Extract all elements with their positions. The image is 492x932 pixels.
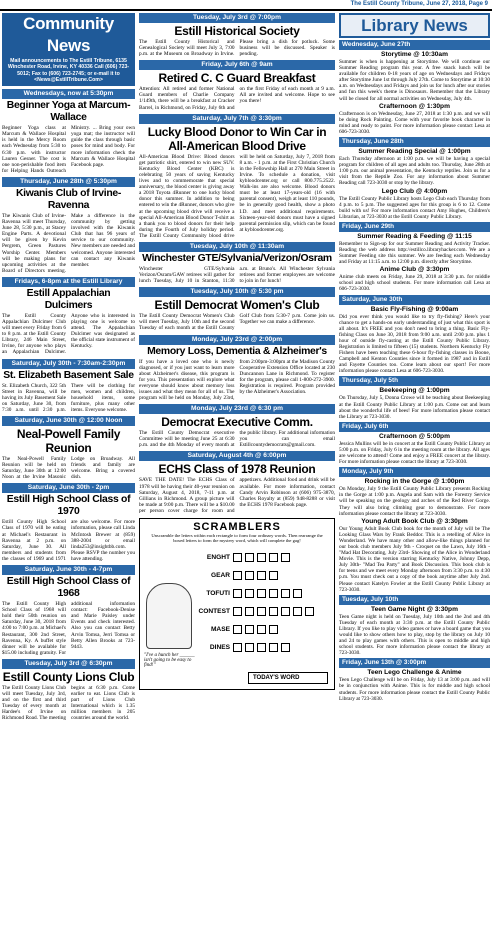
- event-text: Estill County High School Class of 1970 will be eating at Michael's Restaurant in Ravenna at 2 p.m. on Saturday, June 30. All members and students from the classes of 1969 and 1971 are also welcome. For more information, please call Linda McIntosh Brewer at (859) 388-2004 or email linda253@insightbb.com. Please RSVP the number you have attending.: [2, 519, 135, 562]
- answer-box[interactable]: [269, 553, 278, 562]
- event-date-bar: Tuesday, July 3rd @ 7:00pm: [139, 13, 335, 23]
- event-text: Did you ever think you would like to try fly-fishing? Here's your chance to get a hands-on early understanding of just what this sport is all about. It's FREE and you don't need to bring a thing. Basic Fly-fishing Class on June 30, 2018 from 9:00 a.m. until 2:00 p.m. plus 1 hour of outside fly-casting at the Estill County Public Library. Registration is limited to fifteen (15) students. Northern Kentucky Fly Fishers have been teaching these 6-hour fly-fishing classes in Boone, Campbell and Kenton Counties since it formed in 1987 and in Estill and Fayette Counties too. Come learn about our sport! For more information please contact Lesa at 606-723-3030.: [339, 313, 490, 375]
- scramble-word-row: [196, 607, 314, 616]
- scramble-word-row: [196, 589, 302, 598]
- event-headline: Estill High School Class of 1968: [6, 576, 131, 600]
- event-headline: Neal-Powell Family Reunion: [16, 427, 121, 455]
- event-headline: Kiwanis Club of Irvine-Ravenna: [15, 187, 122, 211]
- scramblers-puzzle: [139, 518, 335, 690]
- answer-box[interactable]: [233, 625, 242, 634]
- page-header: The Estill County Tribune, June 27, 2018, Page 9: [350, 1, 488, 7]
- answer-box[interactable]: [233, 553, 242, 562]
- event-subhead: Lego Club @ 4:00pm: [381, 187, 448, 195]
- scramble-word-row: [196, 553, 290, 562]
- event-text: The Kiwanis Club of Irvine-Ravenna will meet Thursday, June 28, 5:30 p.m., at Stacey Engine Parts. A devotional will be given by Kevin Pergrem, Green Pastures Worship Center. Members will be making plans for upcoming activities at the Board of Directors meeting. Make a difference in the community by getting involved with the Kiwanis Club that has 96 years of service to our community. New members are needed and welcomed. Anyone interested can contact any Kiwanis member.: [2, 212, 135, 274]
- event-headline: Memory Loss, Dementia & Alzheimer's: [147, 345, 327, 357]
- event-text: Each Thursday afternoon at 1:00 p.m. we will be having a special program for children of all ages and adults too. Thursday, June 28th at 1:00 p.m. our animal presentation, the Kentucky reptiles. Join us for a visit from the Reptile Zoo. For any information about Summer Reading call 723-3030 or stop by the library.: [339, 156, 490, 187]
- event-subhead: Teen Game Night @ 3:30pm: [371, 605, 458, 613]
- event-date-bar: Wednesday, June 27th: [339, 40, 490, 50]
- event-text: On Thursday, July 5, Donna Crowe will be teaching about Beekeeping at the Estill County Public Library at 1:00 p.m. Come out and learn about the wonderful life of bees! For more information please contact the Library at 723-3030.: [339, 395, 490, 420]
- answer-box[interactable]: [233, 589, 242, 598]
- event-date-bar: Tuesday, July 3rd @ 6:30pm: [2, 659, 135, 669]
- event-subhead: Anime Club @ 3:30pm: [379, 266, 450, 274]
- event-headline: Estill High School Class of 1970: [6, 494, 131, 518]
- event-text: The Estill County High School Class of 1968 will hold their 50th reunion on Saturday, June 30, 2018 from 4:00 to 7:00 p.m. at Michael's Restaurant, 300 2nd Street, Ravenna, Ky. A buffet style dinner will be available for $15.00 including gratuity. For additional information contact: Facebook-Denise and Marie Paisley under Events and check interested. Also you can contact Betty Arvin Tomsa, Jerri Tomsa or Betty Allen Brooks at 723-9443.: [2, 601, 135, 656]
- event-date-bar: Friday, June 13th @ 3:00pm: [339, 658, 490, 668]
- event-date-bar: Saturday, August 4th @ 6:00pm: [139, 451, 335, 461]
- cartoon-caption: "I've a hunch her ______ isn't going to be easy to find!": [144, 653, 195, 669]
- library-news-title: Library News: [339, 13, 490, 38]
- event-text: SAVE THE DATE! The ECHS Class of 1978 will be having their 40-year reunion on Saturday, August 4, 2018, 7-11 p.m. at Gillians in Richmond. A group picture will be made at 9:00 p.m. There will be a $10.00 per person cover charge for room and appetizers. Additional food and drink will be available. For more information, contact Candy Arvin Robinson at (606) 975-3870, Charles Royalty at (859) 948-8288 or visit the ECHS 1978 Facebook page.: [139, 477, 335, 514]
- event-date-bar: Monday, July 9th: [339, 467, 490, 477]
- answer-box[interactable]: [305, 607, 314, 616]
- answer-box[interactable]: [245, 553, 254, 562]
- answer-box[interactable]: [257, 625, 266, 634]
- event-subhead: Summer Reading & Feeding @ 11:15: [357, 232, 472, 240]
- event-subhead: Young Adult Book Club @ 3:30pm: [361, 517, 468, 525]
- event-headline: Estill Democrat Women's Club: [154, 298, 320, 313]
- scramble-word: DINES: [209, 644, 230, 652]
- event-text: The Estill County Democrat executive Committee will be meeting June 25 at 6:30 p.m. and the 4th Monday of every month at the public library. For additional information you can email Estillcountydemocrats@gmail.com.: [139, 430, 335, 449]
- event-date-bar: Tuesday, July 10th @ 11:30am: [139, 242, 335, 252]
- answer-box[interactable]: [257, 553, 266, 562]
- answer-box[interactable]: [269, 625, 278, 634]
- event-date-bar: Saturday, July 30th - 7:30am-2:30pm: [2, 359, 135, 369]
- event-text: Crafternoon is on Wednesday, June 27, 2018 at 1:30 p.m. and we will be doing Rock Painting. Come with your favorite book character in mind and ready to paint. For more information please contact Lesa at 606-723-3030.: [339, 110, 490, 135]
- community-news-intro: Mail announcements to The Estill Tribune, 6135 Winchester Road, Irvine, KY 40336 Call (606) 723-5012; Fax to (606) 723-2745; or e-mail it to <News@EstillTribune.Com>: [2, 57, 135, 86]
- answer-box[interactable]: [257, 607, 266, 616]
- event-text: Anime club meets on Friday, June 29, 2018 at 3:30 p.m. for middle school and high school students. For more information call Lesa at 606-723-3030.: [339, 274, 490, 293]
- event-date-bar: Thursday, June 28th: [339, 137, 490, 147]
- answer-box[interactable]: [269, 589, 278, 598]
- event-text: Attention: All retired and former National Guard members of Charlie Company 1/149th, there will be a breakfast at Cracker Barrel, in Richmond, on Friday, July 6th and on the first Friday of each month at 9 a.m. All are invited and welcome. Hope to see you there!: [139, 86, 335, 111]
- scramble-word: GEAR: [210, 572, 230, 580]
- event-headline: Estill Appalachian Dulcimers: [26, 287, 111, 311]
- event-date-bar: Tuesday, July 10th: [339, 595, 490, 605]
- event-subhead: Basic Fly-Fishing @ 9:00am: [370, 305, 459, 313]
- event-date-bar: Tuesday, July 10th @ 5:30 pm: [139, 287, 335, 297]
- event-subhead: Rocking in the Gorge @ 1:00pm: [364, 478, 465, 486]
- scramble-word: CONTEST: [198, 608, 230, 616]
- answer-box[interactable]: [269, 643, 278, 652]
- community-news-title: Community News: [2, 13, 135, 57]
- event-subhead: Crafternoon @ 5:00pm: [379, 432, 450, 440]
- event-headline: Estill County Lions Club: [2, 669, 135, 684]
- event-text: All-American Blood Drive: Blood donors get patriotic shirt, entered to win new SUV. Kentucky Blood Center (KBC) is celebrating 50 years of saving Kentucky lives and to commemorate that special anniversary, the blood center is giving away a 2018 Toyota 4Runner to one lucky blood donor this summer. In addition to being entered to win the 4Runner, donors who give at the upcoming blood drive will receive a special All-American Blood Donor T-shirt as a thank you to blood donors for their help during the Fourth of July holiday period. The Estill County Community blood drive will be held on Saturday, July 7, 2018 from 8 a.m. - 1 p.m. at the First Christian Church in the Fellowship Hall at 270 Main Street in Irvine. To schedule a donation, visit kybloodcenter.org or call 800.775.2522. Walk-ins are also welcome. Blood donors must be at least 17-years-old (16 with parental consent), weigh at least 110 pounds, be in generally good health, show a photo I.D. and meet additional requirements. Sixteen-year-old donors must have a signed parental permission slip, which can be found at kybloodcenter.org.: [139, 153, 335, 239]
- event-text: If you have a loved one who is newly diagnosed, or if you just want to learn more about Alzheimer's disease, this program is for you. This presentation will explore what everyone should know about memory loss issues and what they mean for all of us. The program will be held on Monday, July 23rd, from 2:00pm-3:00pm at the Madison County Cooperative Extension Office located at 230 Duncannon Lane in Richmond. To register for the program, please call 1-800-272-3900. Registration is required. Program provided by the Alzheimer's Association.: [139, 358, 335, 402]
- answer-box[interactable]: [233, 571, 242, 580]
- scramblers-title: SCRAMBLERS: [193, 521, 281, 534]
- event-headline: ECHS Class of 1978 Reunion: [158, 462, 316, 477]
- answer-box[interactable]: [269, 607, 278, 616]
- scramble-word-row: [196, 643, 290, 652]
- library-news-column: [339, 13, 490, 929]
- answer-box[interactable]: [245, 625, 254, 634]
- event-date-bar: Friday, June 29th: [339, 222, 490, 232]
- answer-box[interactable]: [257, 571, 266, 580]
- event-text: Teen Game night is held on Tuesday, July 10th and the 2nd and 4th Tuesday of each month at 3:30 p.m. at the Estill County Public Library. If you like to play video games or have a board game that you would like to show others how to play, stop by the library on July 10 and 24 to play games with others. This is open to middle and high school students. For more information please contact the library at 723-3030.: [339, 613, 490, 657]
- event-text: St. Elizabeth Church, 322 5th Street in Ravenna, will be having its July Basement Sale on Saturday, June 30, from 7:30 a.m. until 2:30 p.m. There will be clothing for men, women and children, household items, some furniture, plus many other items. Everyone welcome.: [2, 382, 135, 413]
- community-news-column: [2, 13, 135, 929]
- event-date-bar: Monday, July 23rd @ 2:00pm: [139, 335, 335, 345]
- event-text: On Monday, July 9 the Estill County Public Library presents Rocking in the Gorge at 1:00 p.m. Angela and Sam with the Forestry Service will be speaking on the geology and arches of the Red River Gorge. They will also bring climbing gear to demonstrate. For more information please contact the library at 723-3030.: [339, 486, 490, 517]
- event-headline: Lucky Blood Donor to Win Car in All-American Blood Drive: [147, 124, 327, 153]
- event-subhead: Crafternoon @ 1:30pm: [379, 102, 450, 110]
- answer-box[interactable]: [245, 643, 254, 652]
- answer-box[interactable]: [293, 589, 302, 598]
- event-headline: St. Elizabeth Basement Sale: [3, 369, 134, 381]
- event-headline: Democrat Executive Comm.: [161, 415, 313, 430]
- event-headline: Winchester GTE/Sylvania/Verizon/Osram: [142, 252, 332, 264]
- event-subhead: Storytime @ 10:30am: [381, 51, 448, 58]
- event-text: The Neal-Powell Family Reunion will be held on Saturday, June 30th at 12:00 Noon at the Irvine Masonic Lodge on Broadway. All friends and family are welcome. Bring a covered dish.: [2, 456, 135, 481]
- event-date-bar: Saturday, June 30th @ 12:00 Noon: [2, 416, 135, 426]
- event-subhead: Summer Reading Special @ 1:00pm: [358, 148, 471, 156]
- answer-box[interactable]: [281, 607, 290, 616]
- event-text: Winchester GTE/Sylvania Verizon/Osram/GAW retirees will gather for lunch Tuesday, July 10 in Stanton, 11:30 a.m. at Bruno's. All Winchester Sylvania retirees and former employees are welcome to join in for lunch!: [139, 265, 335, 285]
- answer-box[interactable]: [281, 643, 290, 652]
- answer-box[interactable]: [293, 607, 302, 616]
- event-date-bar: Saturday, June 30th - 2pm: [2, 483, 135, 493]
- event-date-bar: Friday, July 6th: [339, 422, 490, 432]
- event-text: Beginner Yoga class at Marcum & Wallace Hospital is held in the Mercy Room each Wednesday from 5:30 to 6:30 p.m. with instructor Lauren Gesner. The cost is one non-perishable food item for Helping Hands Outreach Ministry. ... Bring your own yoga mat; the instructor will guide the class through basic poses for mind and body. For more information check the Marcum & Wallace Hospital Facebook page.: [2, 125, 135, 174]
- event-subhead: Teen Lego Challenge & Anime: [367, 669, 462, 677]
- answer-box[interactable]: [257, 643, 266, 652]
- scramble-word: TOFUTI: [206, 590, 230, 598]
- event-date-bar: Fridays, 6-8pm at the Estill Library: [2, 277, 135, 287]
- answer-box[interactable]: [233, 643, 242, 652]
- event-date-bar: Saturday, June 30th: [339, 295, 490, 305]
- answer-box[interactable]: [233, 607, 242, 616]
- answer-box[interactable]: [245, 589, 254, 598]
- answer-box[interactable]: [281, 553, 290, 562]
- scramble-word: MASE: [210, 626, 230, 634]
- todays-word-box[interactable]: TODAY'S WORD: [248, 672, 328, 684]
- event-date-bar: Monday, July 23rd @ 6:30 pm: [139, 404, 335, 414]
- event-date-bar: Friday, July 6th @ 9am: [139, 60, 335, 70]
- event-subhead: Beekeeping @ 1:00pm: [379, 387, 450, 395]
- event-text: The Estill County Appalachian Dulcimer Club will meet every Friday from 6 to 8 p.m. at the Estill County Library, 246 Main Street, Irvine, for anyone who plays an Appalachian Dulcimer. Anyone who is interested in playing one is welcome to attend. The Appalachian Dulcimer was designated as the official state instrument of Kentucky.: [2, 312, 135, 356]
- answer-box[interactable]: [281, 589, 290, 598]
- event-date-bar: Saturday, June 30th - 4-7pm: [2, 565, 135, 575]
- answer-box[interactable]: [257, 589, 266, 598]
- event-date-bar: Thursday, June 28th @ 5:30pm: [2, 177, 135, 187]
- middle-column: [139, 13, 335, 929]
- event-text: Summer is when is happening at Storytime. We will continue our Summer Reading program this year. A free snack lunch will be available for children 0-18 years of age on Wednesdays and Fridays after Storytime June 1st through July 27th. Come to Storytime at 10:30 a.m. on Wednesdays and Fridays and join us for lunch after our stories and fun this week's theme is Dinosaurs. Remember that the Library will be closed for all normal activities on Wednesday, July 4th.: [339, 59, 490, 102]
- event-date-bar: Wednesdays, now at 5:30pm: [2, 89, 135, 99]
- scramblers-instructions: Unscramble the letters within each rectangle to form four ordinary words. Then rearrange the boxed letters to form the mystery word, which will complete the gag!: [151, 533, 323, 544]
- event-headline: Estill Historical Society: [174, 24, 300, 38]
- event-date-bar: Saturday, July 7th @ 3:30pm: [139, 114, 335, 124]
- answer-box[interactable]: [245, 607, 254, 616]
- scramble-word: ENGHT: [206, 554, 230, 562]
- scramble-word-row: [196, 571, 278, 580]
- event-text: Jessica Mullins will be in concert at the Estill County Public Library at 5:00 p.m. on Friday, July 6 in the meeting room at the library. All ages are welcome to attend! Come and enjoy a FREE concert at the library. For more information please contact the library at 723-3030.: [339, 440, 490, 466]
- scramble-word-row: [196, 625, 278, 634]
- event-text: The Estill County Lions Club will meet Tuesday, July 3rd, and on the first and third Tuesday of every month at Hardee's of Irvine on Richmond Road. The meeting begins at 6:30 p.m. Come earlier to eat. Lions Club is part of Lions Club International which is 1.35 million members in 205 countries around the world.: [2, 684, 135, 722]
- event-text: The Estill County Democrat Women's Club will meet Tuesday, July 10th and the second Tuesday of each month at the Estill County Golf Club from 5:30-7 p.m. Come join us. Together we can make a difference.: [139, 313, 335, 332]
- answer-box[interactable]: [245, 571, 254, 580]
- event-text: Teen Lego Challenge will be on Friday, July 13 at 3:00 p.m. and will be in conjunction with Anime. This is for middle and high school students. For more information please contact the Estill County Public Library at 723-3030.: [339, 677, 490, 702]
- event-text: Our Young Adult Book Club book for the month of July will be The Looking Glass Wars by Frank Beddor. This is a retelling of Alice in Wonderland. We have many other and allow-like things planned for our book club members July 9th - Croquet on the Lawn, July 16th - "Mad Hat Decorating, July 23rd- Showing of the Alice in Wonderland Movie. This is the version starring Kentucky Native, Johnny Depp, July 30th- "Mad Tea Party" and Book Discussion. This book club is for teens and we meet every Monday afternoon from 3:30 p.m. to 4:30 p.m. You must check out a copy of the book anytime after July 2nd. Please contact Katelyn Fowler at the Estill County Public Library at 723-3030.: [339, 525, 490, 593]
- event-headline: Beginner Yoga at Marcum-Wallace: [6, 100, 131, 124]
- event-date-bar: Thursday, July 5th: [339, 376, 490, 386]
- answer-box[interactable]: [269, 571, 278, 580]
- event-text: The Estill County Historical and Genealogical Society will meet July 3, 7:00 p.m. at the Museum on Broadway in Irvine. Please bring a dish for potluck. Some business will be discussed. Speaker is pending.: [139, 39, 335, 58]
- event-headline: Retired C. C Guard Breakfast: [158, 71, 316, 86]
- event-text: The Estill County Public Library hosts Lego Club each Thursday from 4 p.m. to 5 p.m. The suggested ages for this group is 6 to 12. Come build with us! For more information contact Amy Hughes, Children's Librarian, at 723-3030 at the Estill County Public Library.: [339, 195, 490, 220]
- header-rule: [0, 9, 492, 11]
- event-text: Remember to Sign-up for our Summer Reading and Activity Tracker. Reading the web address http://estillco.libraryhacker.com. We are a Summer Feeding site this summer. We are feeding each Wednesday and Friday at 11:15 a.m. to 12:00 p.m. directly after Storytime.: [339, 240, 490, 266]
- cartoon-illustration: [146, 583, 192, 649]
